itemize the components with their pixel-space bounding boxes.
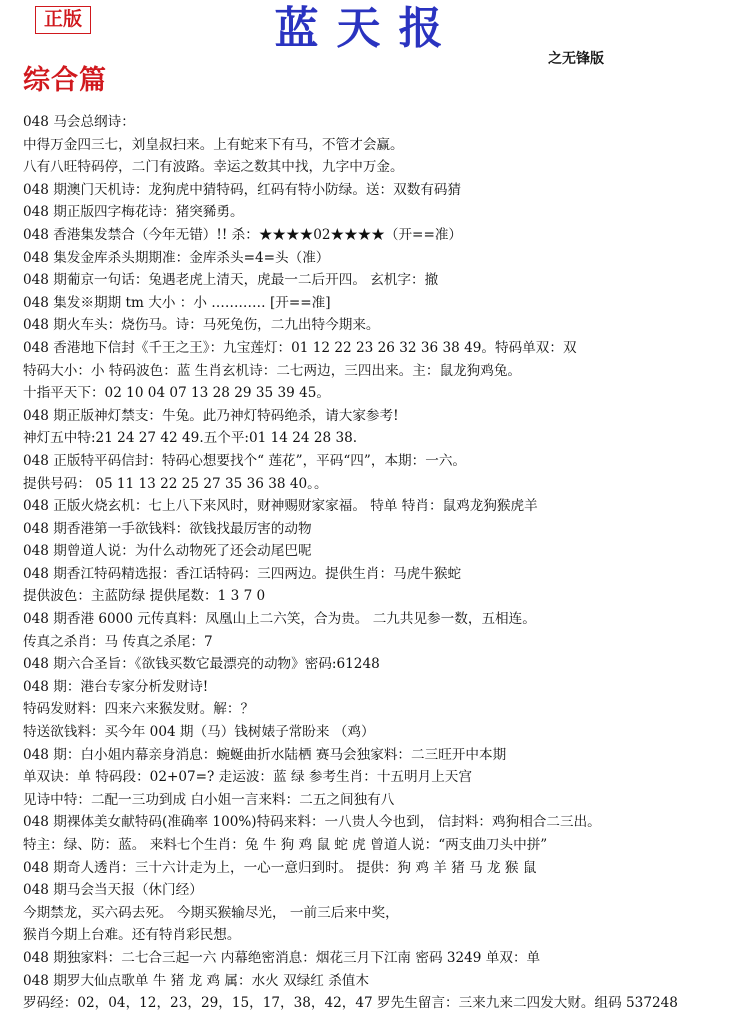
text-line: 048 集发金库杀头期期准：金库杀头=4=头（准） <box>23 249 330 266</box>
text-line: 十指平天下：02 10 04 07 13 28 29 35 39 45。 <box>23 385 331 402</box>
text-line: 048 期葡京一句话：兔遇老虎上清天，虎最一二后开四。 玄机字：撤 <box>23 272 439 289</box>
text-line: 048 期正版四字梅花诗：猪突豨勇。 <box>23 204 244 221</box>
text-line: 048 期香港 6000 元传真料：凤凰山上二六笑，合为贵。 二九共见参一数，五相连。 <box>23 611 536 628</box>
text-line: 048 期香港第一手欲钱料：欲钱找最厉害的动物 <box>23 520 312 537</box>
page-title: 蓝天报 <box>274 3 461 54</box>
text-line: 今期禁龙，买六码去死。 今期买猴输尽光， 一前三后来中奖， <box>23 904 399 921</box>
text-line: 单双诀：单 特码段：02+07=? 走运波：蓝 绿 参考生肖：十五明月上天宫 <box>23 769 472 786</box>
text-line: 048 期裸体美女献特码(准确率 100%)特码来料：一八贵人今也到， 信封料：鸡狗相合二三出。 <box>23 814 601 831</box>
text-line: 神灯五中特:21 24 27 42 49.五个平:01 14 24 28 38. <box>23 430 358 447</box>
text-line: 048 集发※期期 tm 大小 ：小 ………… [开==准] <box>23 294 331 311</box>
authentic-badge: 正版 <box>35 6 91 34</box>
text-line: 048 期正版神灯禁支：牛兔。此乃神灯特码绝杀，请大家参考! <box>23 407 399 424</box>
text-line: 048 期澳门天机诗：龙狗虎中猜特码，红码有特小防绿。送：双数有码猜 <box>23 181 462 198</box>
text-line: 048 期曾道人说：为什么动物死了还会动尾巴呢 <box>23 543 312 560</box>
text-line: 中得万金四三七，刘皇叔扫来。上有蛇来下有马，不管才会赢。 <box>23 136 404 153</box>
text-line: 特码发财料：四来六来猴发财。解：？ <box>23 701 255 718</box>
text-line: 048 期火车头：烧伤马。诗：马死兔伤，二九出特今期来。 <box>23 317 380 334</box>
text-line: 提供号码： 05 11 13 22 25 27 35 36 38 40。。 <box>23 475 328 492</box>
text-line: 048 期六合圣旨：《欲钱买数它最漂亮的动物》密码:61248 <box>23 656 380 673</box>
text-line: 048 正版特平码信封：特码心想要找个“ 莲花”，平码“四”，本期：一六。 <box>23 452 467 469</box>
text-line: 八有八旺特码停，二门有波路。幸运之数其中找，九字中万金。 <box>23 159 404 176</box>
text-line: 特送欲钱料：买今年 004 期（马）钱树婊子常盼来 （鸡） <box>23 724 375 741</box>
text-line: 048 期马会当天报（休门经） <box>23 882 203 899</box>
text-line: 048 期独家料：二七合三起一六 内幕绝密消息：烟花三月下江南 密码 3249 单双：单 <box>23 949 541 966</box>
section-heading: 综合篇 <box>23 65 107 96</box>
text-line: 罗码经：02，04，12，23，29，15，17，38，42，47 罗先生留言：三来九来二四发大财。组码 537248 <box>23 995 678 1012</box>
text-line: 特主：绿、防：蓝。 来料七个生肖：兔 牛 狗 鸡 鼠 蛇 虎 曾道人说：“两支曲刀头中拼” <box>23 837 548 853</box>
text-line: 048 期罗大仙点歌单 牛 猪 龙 鸡 属：水火 双绿红 杀值木 <box>23 972 369 989</box>
text-line: 048 香港集发禁合（今年无错）!! 杀：★★★★02★★★★（开==准） <box>23 226 463 243</box>
edition-label: 之无锋版 <box>548 51 604 67</box>
text-line: 048 马会总纲诗： <box>23 114 135 130</box>
text-line: 048 正版火烧玄机：七上八下来风时，财神赐财家家福。 特单 特肖：鼠鸡龙狗猴虎羊 <box>23 498 538 515</box>
text-line: 特码大小：小 特码波色：蓝 生肖玄机诗：二七两边，三四出来。主：鼠龙狗鸡兔。 <box>23 362 522 379</box>
text-line: 048 期香江特码精选报：香江话特码：三四两边。提供生肖：马虎牛猴蛇 <box>23 565 462 582</box>
text-line: 048 期：白小姐内幕亲身消息：蜿蜒曲折水陆栖 赛马会独家料：二三旺开中本期 <box>23 746 507 763</box>
article-body <box>23 111 723 1015</box>
text-line: 提供波色：主蓝防绿 提供尾数：1 3 7 0 <box>23 588 266 605</box>
text-line: 猴肖今期上台难。还有特肖彩民想。 <box>23 927 241 944</box>
text-line: 传真之杀肖：马 传真之杀尾：7 <box>23 633 213 650</box>
text-line: 048 期奇人透肖：三十六计走为上，一心一意归到时。 提供：狗 鸡 羊 猪 马 龙 猴 鼠 <box>23 859 537 876</box>
text-line: 048 香港地下信封《千王之王》：九宝莲灯：01 12 22 23 26 32 36 38 49。特码单双：双 <box>23 339 577 356</box>
text-line: 见诗中特：二配一三功到成 白小姐一言来料：二五之间独有八 <box>23 791 395 808</box>
text-line: 048 期：港台专家分析发财诗! <box>23 678 209 695</box>
